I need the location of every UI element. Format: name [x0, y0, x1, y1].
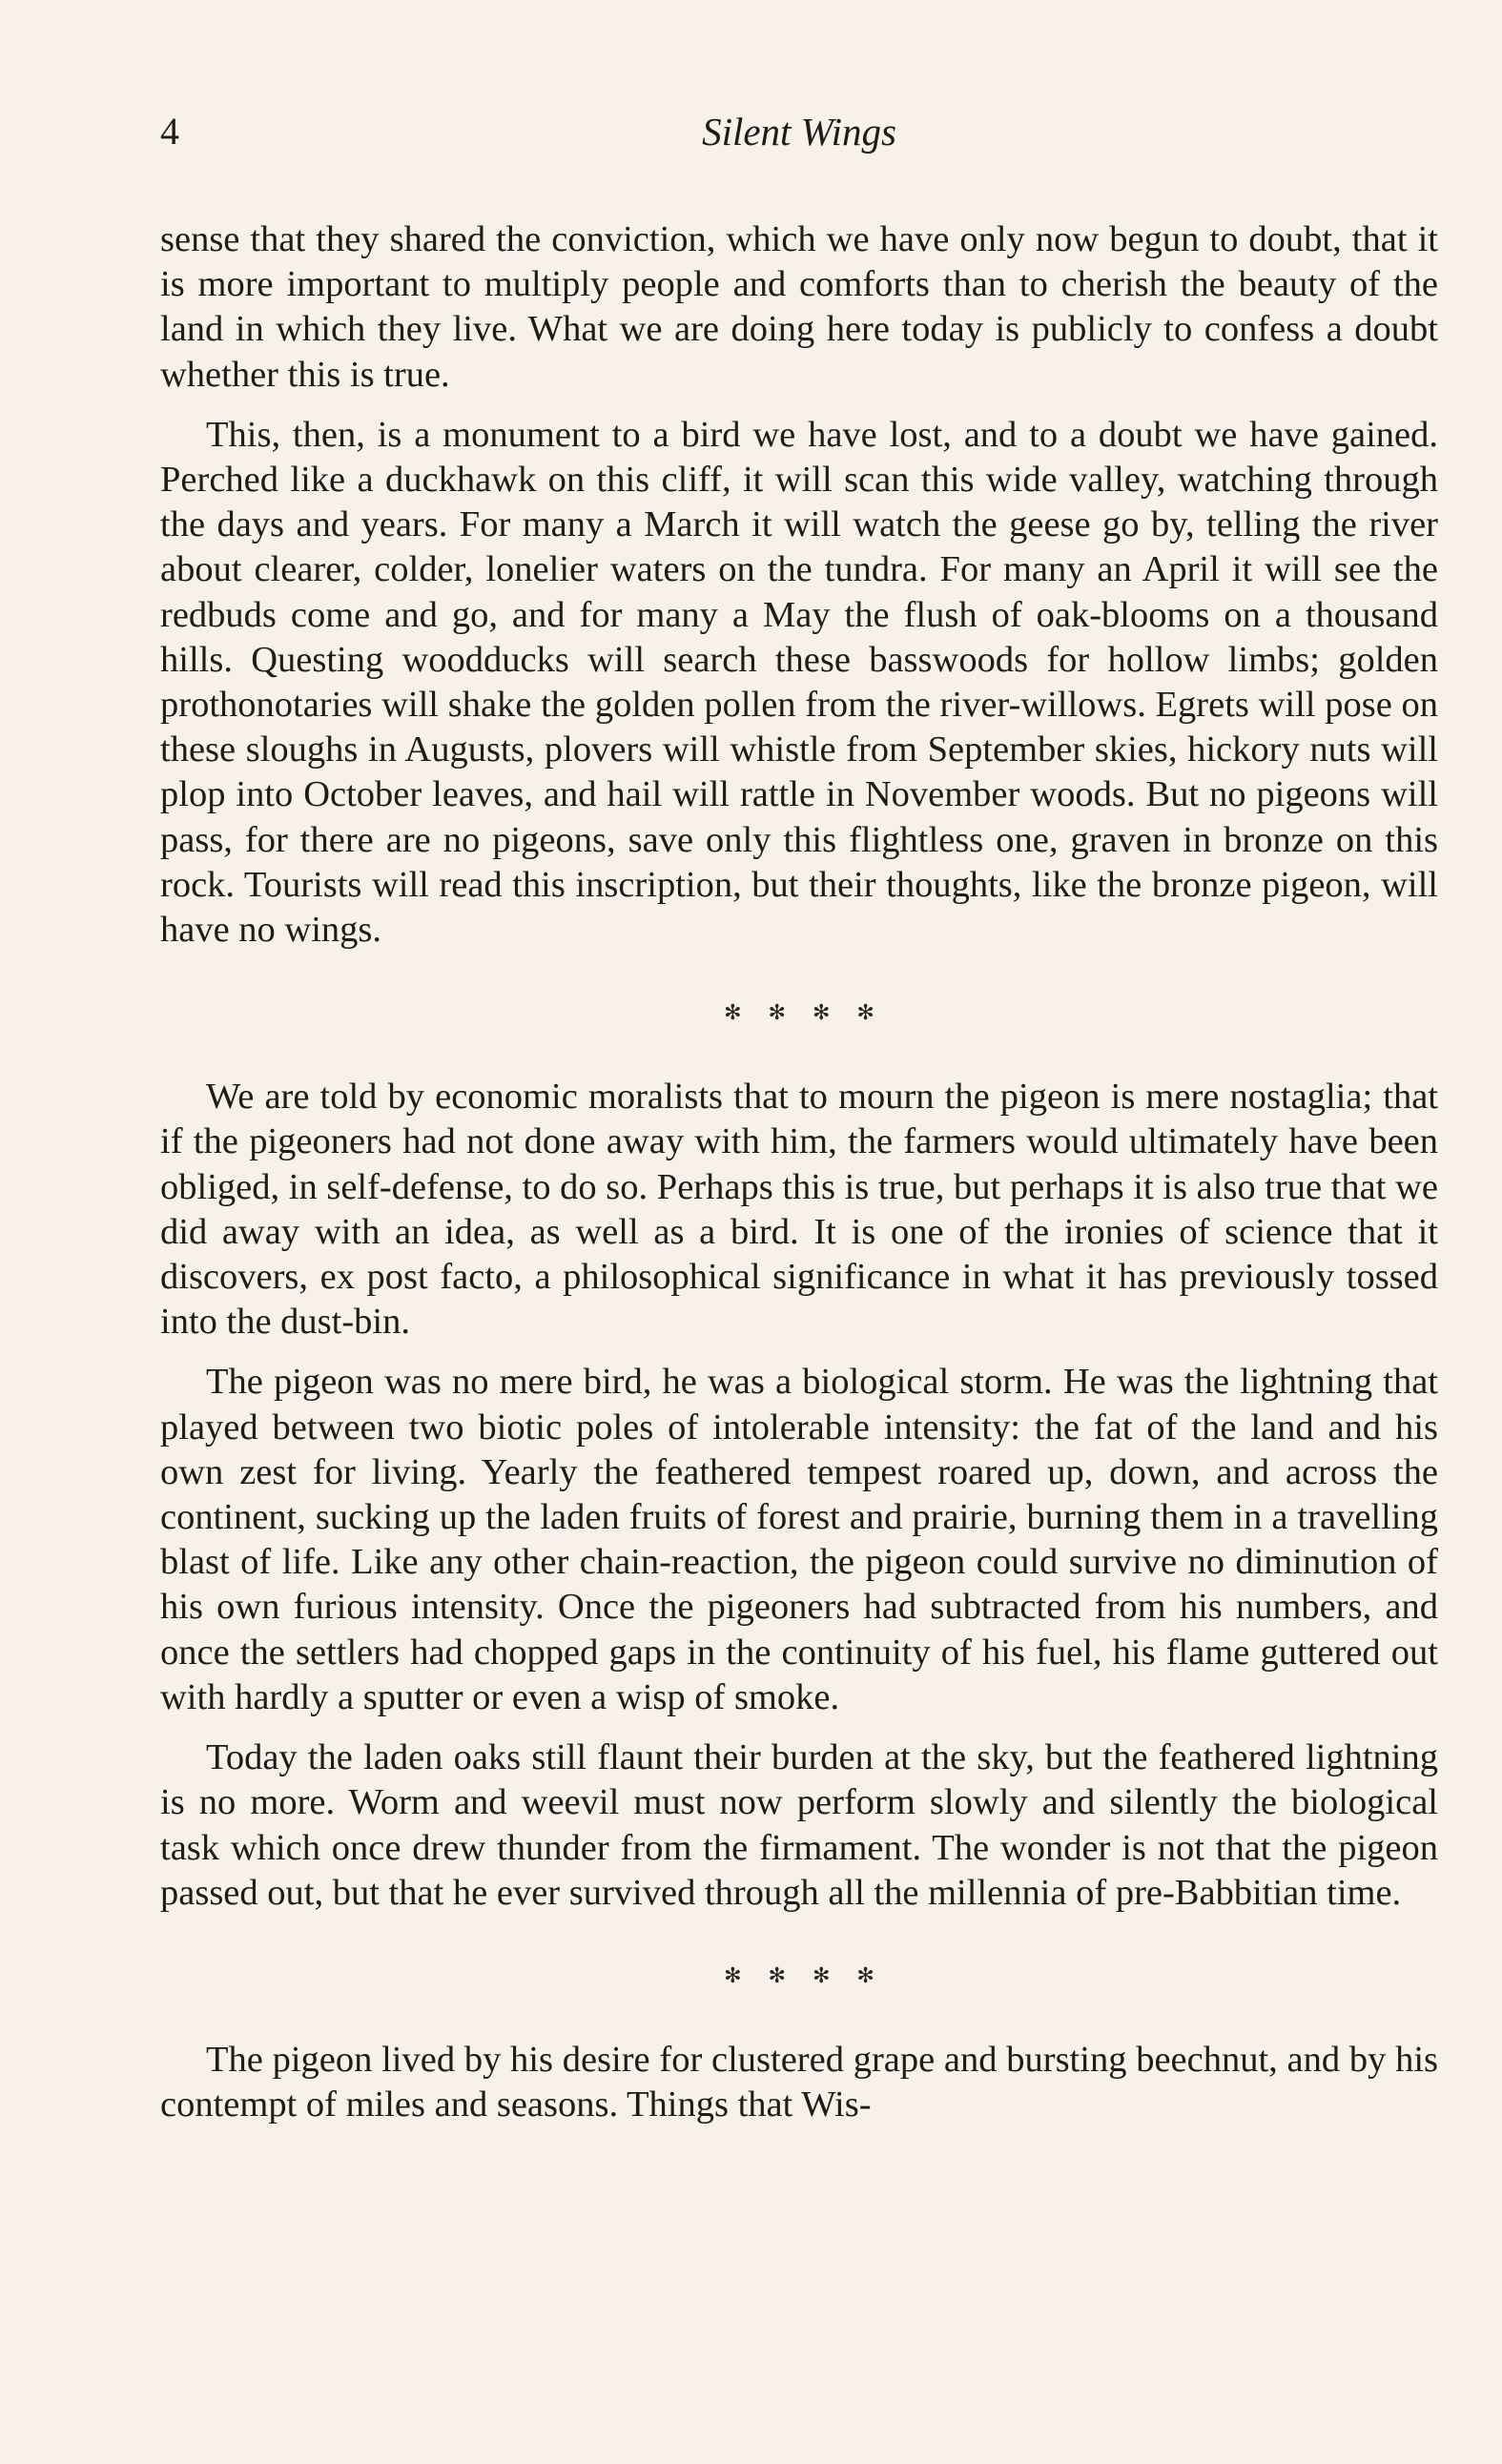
paragraph: sense that they shared the conviction, which we have only now begun to doubt, that it is more important to multiply people and comforts than to cherish the beauty of the land in which they live. What we are doing here today is publicly to confess a doubt whether this is true. — [160, 219, 1438, 395]
paragraph: The pigeon was no mere bird, he was a biological storm. He was the lightning that played between two biotic poles of intolerable intensity: the fat of the land and his own zest for living. Yearly the feathered tempest roared up, down, and across the continent, sucking up the laden fruits of forest and prairie, burning them in a travelling blast of life. Like any other chain-reaction, the pigeon could survive no diminution of his own furious intensity. Once the pigeoners had subtracted from his numbers, and once the settlers had chopped gaps in the continuity of his fuel, his flame guttered out with hardly a sputter or even a wisp of smoke. — [160, 1362, 1438, 1717]
paragraph: Today the laden oaks still flaunt their burden at the sky, but the feathered lightning is no more. Worm and weevil must now perform slowly and silently the biological task which once drew thunder from the firmament. The wonder is not that the pigeon passed out, but that he ever survived through all the millennia of pre-Babbitian time. — [160, 1737, 1438, 1913]
paragraph: The pigeon lived by his desire for clustered grape and bursting beechnut, and by his contempt of miles and seasons. Things that Wis- — [160, 2039, 1438, 2125]
paragraph: This, then, is a monument to a bird we have lost, and to a doubt we have gained. Perched like a duckhawk on this cliff, it will scan this wide valley, watching through the days and years. For many a March it will watch the geese go by, telling the river about clearer, colder, lonelier waters on the tundra. For many an April it will see the redbuds come and go, and for many a May the flush of oak-blooms on a thousand hills. Questing woodducks will search these basswoods for hollow limbs; golden prothonotaries will shake the golden pollen from the river-willows. Egrets will pose on these sloughs in Augusts, plovers will whistle from September skies, hickory nuts will plop into October leaves, and hail will rattle in November woods. But no pigeons will pass, for there are no pigeons, save only this flightless one, graven in bronze on this rock. Tourists will read this inscription, but their thoughts, like the bronze pigeon, will have no wings. — [160, 414, 1438, 951]
running-title: Silent Wings — [702, 110, 896, 154]
section-separator: ✻✻✻✻ — [724, 1962, 901, 1987]
page-number: 4 — [160, 110, 179, 153]
paragraph: We are told by economic moralists that to mourn the pigeon is mere nostaglia; that if the pigeoners had not done away with him, the farmers would ultimately have been obliged, in self-defense, to do so. Perhaps this is true, but perhaps it is also true that we did away with an idea, as well as a bird. It is one of the ironies of science that it discovers, ex post facto, a philosophical significance in what it has previously tossed into the dust-bin. — [160, 1077, 1438, 1343]
body-text — [160, 217, 1438, 2143]
running-head — [160, 103, 1438, 160]
section-separator: ✻✻✻✻ — [724, 1000, 901, 1025]
